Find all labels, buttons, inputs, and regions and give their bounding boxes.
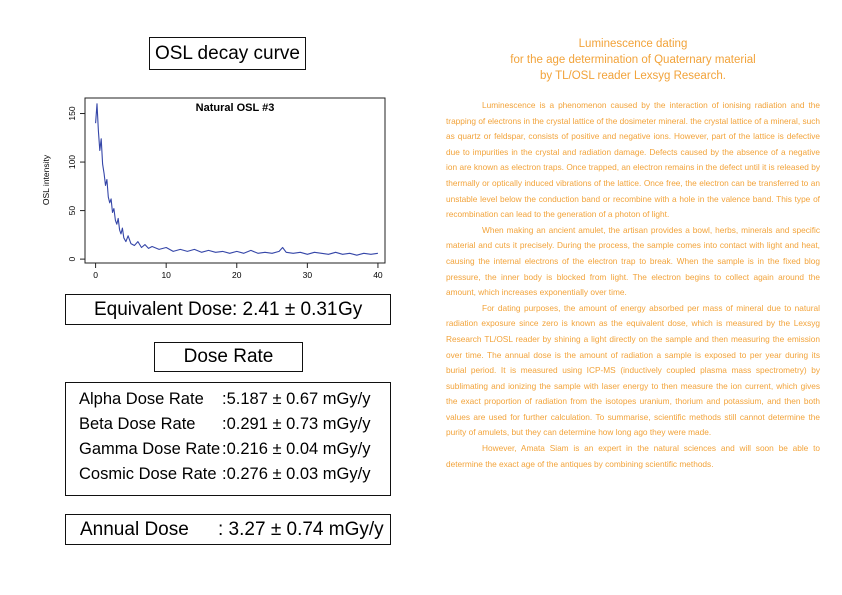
heading-line: Luminescence dating [578,38,688,50]
rate-label: Alpha Dose Rate [79,390,204,408]
chart-title: Natural OSL #3 [195,102,275,114]
heading-line: for the age determination of Quaternary material [510,54,756,66]
x-tick-label: 10 [161,270,171,278]
equivalent-dose-label: Equivalent Dose [94,299,233,320]
rate-value: :0.291 ± 0.73 mGy/y [222,415,371,433]
annual-dose-value: : 3.27 ± 0.74 mGy/y [218,519,384,540]
article-paragraph: Luminescence is a phenomenon caused by the interaction of ionising radiation and the trapping of electrons in the crystal lattice of the dosimeter mineral. the crystal lattice of a mineral, such as quartz or feldspar, consists of positive and negative ions. However, part of the lattice is defective due to impurities in the crystal and radiation damage. Defects caused by the absence of a negative ion are known as electron traps. Once trapped, an electron remains in the defect until it is released by thermally or optically induced vibrations of the lattice. Once free, the electron can be transferred to an unstable level below the conduction band or recombine with a hole in the valence band. This type of recombination can lead to the generation of a photon of light. [446,100,820,220]
x-tick-label: 0 [93,270,98,278]
x-tick-label: 40 [373,270,383,278]
dose-rates-box [65,382,391,496]
y-tick-label: 100 [67,154,77,170]
osl-decay-title-text: OSL decay curve [154,42,301,64]
osl-decay-chart [38,88,388,278]
rate-label: Gamma Dose Rate [79,440,221,458]
x-tick-label: 20 [232,270,242,278]
osl-decay-title [149,37,306,70]
equivalent-dose-box [65,294,391,325]
y-axis-label: OSL intensity [41,154,51,206]
rate-label: Cosmic Dose Rate [79,465,217,483]
annual-dose-box [65,514,391,545]
annual-dose-label: Annual Dose [80,519,189,540]
article [446,36,820,472]
rate-value: :5.187 ± 0.67 mGy/y [222,390,371,408]
x-tick-label: 30 [302,270,313,278]
dose-rate-title-text: Dose Rate [183,346,274,367]
equivalent-dose-unit: Gy [338,299,363,320]
article-paragraph: When making an ancient amulet, the artisan provides a bowl, herbs, minerals and specific material and cuts it precisely. During the process, the sample comes into contact with light and heat, causing the internal electrons of the electron trap to break. When the sample is in the fixed blog pressure, the inner body is blocked from light. The electron begins to collect again around the amount, which increases exponentially over time. [446,224,820,298]
rate-value: :0.276 ± 0.03 mGy/y [222,465,371,483]
equivalent-dose-value: : 2.41 ± 0.31 [232,299,338,320]
article-paragraph: However, Amata Siam is an expert in the natural sciences and will soon be able to determine the exact age of the antiques by combining scientific methods. [446,443,820,469]
article-heading [446,36,820,84]
plot-frame [85,98,385,263]
y-tick-label: 50 [67,205,77,216]
y-tick-label: 0 [67,256,77,262]
article-paragraph: For dating purposes, the amount of energy absorbed per mass of mineral due to natural radiation exposure since zero is known as the equivalent dose, which is measured by the Lexsyg Research TL/OSL reader by shining a light directly on the sample and then measuring the emission over time. The annual dose is the amount of radiation a sample is exposed to per year during its burial period. It is measured using ICP-MS (inductively coupled plasma mass spectrometry) by sublimating and ionizing the sample with laser energy to then measure the ion current, which gives the exact proportion of radiation from the isotopes uranium, thorium and potassium, and then both values are used for further calculation. To summarise, scientific methods still cannot determine the purity of amulets, but they can determine how long ago they were made. [446,302,820,438]
rate-value: :0.216 ± 0.04 mGy/y [222,440,371,458]
dose-rate-title [154,342,303,372]
y-tick-label: 150 [67,106,77,121]
rate-label: Beta Dose Rate [79,415,196,433]
heading-line: by TL/OSL reader Lexsyg Research. [539,70,726,82]
